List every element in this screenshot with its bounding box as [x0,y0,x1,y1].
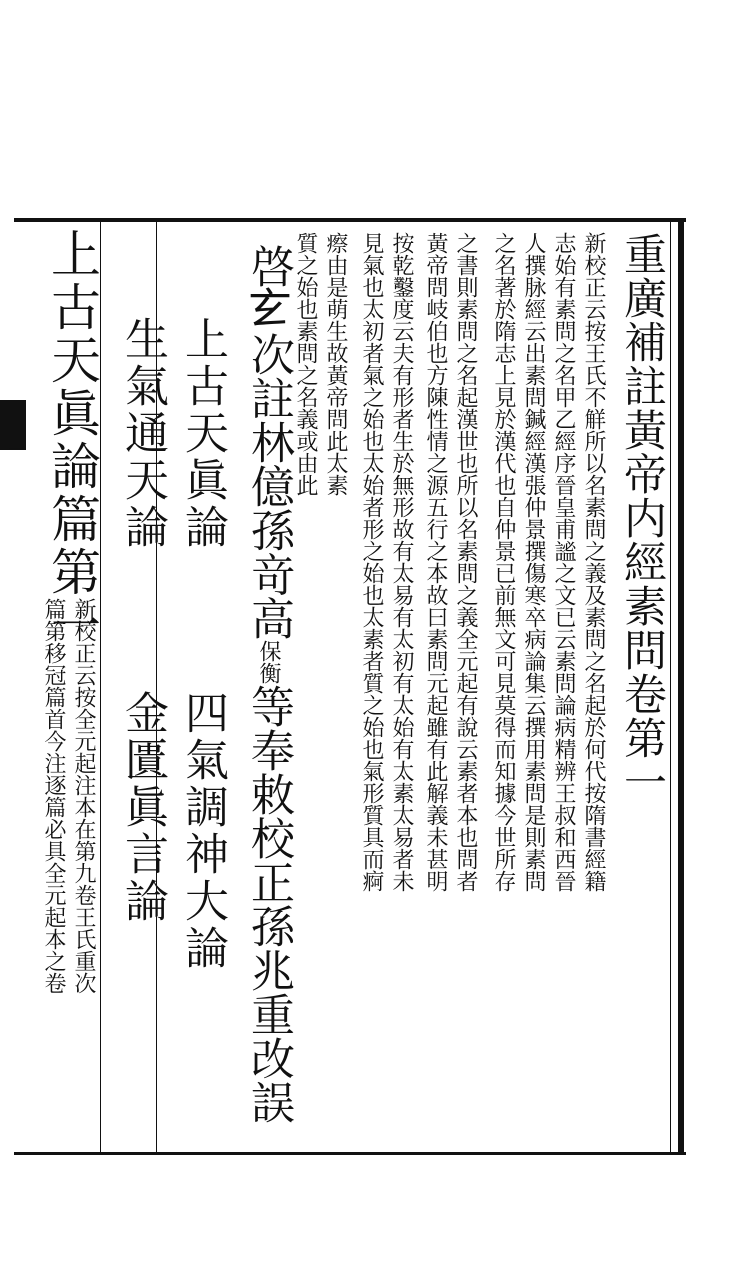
chapter-note-line: 新校正云按全元起注本在第九卷王氏重次 [71,598,96,994]
chapter-note-line: 篇第移冠篇首今注逐篇必具全元起本之卷 [41,598,66,994]
note-line: 按乾鑿度云夫有形者生於無形故有太易有太初有太始有太素太易者未 [389,232,414,892]
credit-rest: 等奉敕校正孫兆重改誤 [243,684,294,1124]
toc-item: 生氣通天論 [117,316,168,551]
frame-bottom-border [14,1152,686,1155]
note-line: 人撰脉經云出素問鍼經漢張仲景撰傷寒卒病論集云撰用素問是則素問 [521,232,546,892]
note-line: 黃帝問岐伯也方陳性情之源五行之本故曰素問元起雖有此解義未甚明 [423,232,448,892]
margin-label: 一 [5,440,26,458]
volume-title: 重廣補註黃帝内經素問卷第一 [617,232,667,804]
credit-main: 啓𤣥次註林億孫竒高 [243,244,294,640]
toc-item: 上古天眞論 [177,316,228,551]
toc-item: 金匱眞言論 [117,690,168,925]
toc-item: 四氣調神大論 [177,690,228,972]
frame-top-border [14,218,686,222]
credit-small: 保衡 [256,640,281,684]
note-line: 質之始也素問之名義或由此 [293,232,318,496]
note-line: 志始有素問之名甲乙經序晉皇甫謐之文已云素問論病精辨王叔和西晉 [551,232,576,892]
note-line: 新校正云按王氏不觧所以名素問之義及素問之名起於何代按隋書經籍 [581,232,606,892]
note-line: 之名著於隋志上見於漢代也自仲景已前無文可見莫得而知據今世所存 [491,232,516,892]
note-line: 之書則素問之名起漢世也所以名素問之義全元起有說云素者本也問者 [453,232,478,892]
editors-credit [236,244,300,1124]
note-line: 見氣也太初者氣之始也太始者形之始也太素者質之始也氣形質具而痾 [359,232,384,892]
chapter-heading: 上古天眞論篇第一 [43,228,101,652]
frame-right-border [678,218,684,1155]
note-line: 瘵由是萌生故黃帝問此太素 [323,232,348,496]
